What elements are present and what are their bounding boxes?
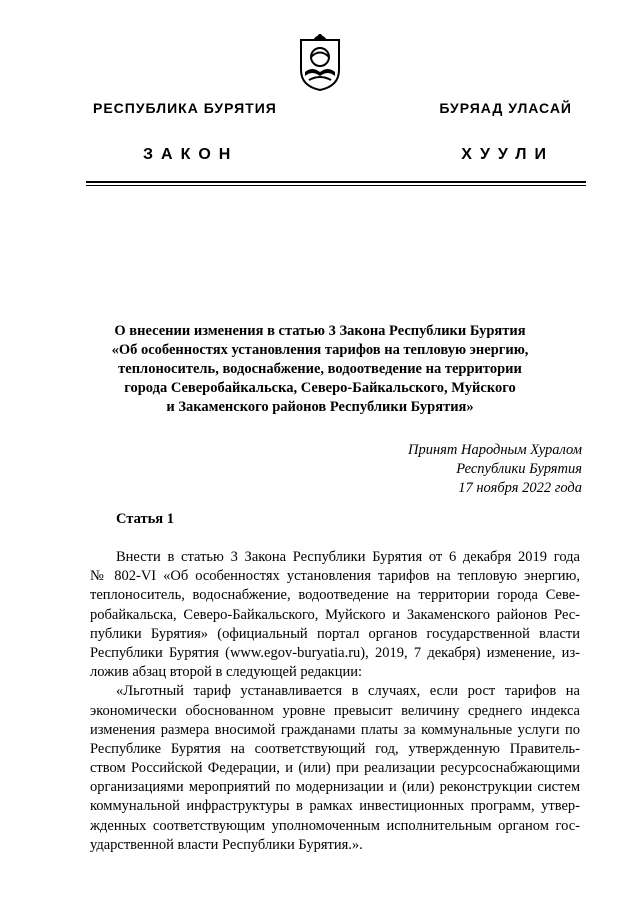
body-line: Внести в статью 3 Закона Республики Бурятия от 6 декабря 2019 года [116,549,580,565]
header-divider-thin [86,185,586,186]
adoption-date: 17 ноября 2022 года [458,480,582,496]
law-title-line: теплоноситель, водоснабжение, водоотведение на территории [118,361,522,377]
body-line: робайкальска, Северо-Байкальского, Муйского и Закаменского районов Рес- [90,606,580,623]
quote-line: коммунальной инфраструктуры в рамках инвестиционных программ, утвер- [90,798,580,815]
quote-line: жденных соответствующим уполномоченным исполнительным органом гос- [90,817,580,834]
article-heading: Статья 1 [116,511,174,527]
law-title-line: О внесении изменения в статью 3 Закона Республики Бурятия [114,323,526,339]
adoption-note [408,441,582,498]
quote-line: экономически обоснованном уровне превысит величину среднего индекса [90,702,580,719]
body-line: публики Бурятия» (официальный портал органов государственной власти [90,625,580,642]
quote-line: ством Российской Федерации, и (или) при реализации ресурсоснабжающими [90,760,580,777]
adoption-line: Республики Бурятия [456,461,582,477]
republic-name-bua: БУРЯАД УЛАСАЙ [439,100,572,116]
body-line: № 802-VI «Об особенностях установления тарифов на тепловую энергию, [90,568,580,585]
quote-line: ударственной власти Республики Бурятия.». [90,836,363,853]
quote-line: изменения размера вносимой гражданами платы за коммунальные услуги по [90,721,580,738]
quote-line: Республике Бурятия на соответствующий год, утвержденную Правитель- [90,740,580,757]
law-title-line: города Северобайкальска, Северо-Байкальского, Муйского [124,380,516,396]
body-line: теплоноситель, водоснабжение, водоотведение на территории города Севе- [90,587,580,604]
coat-of-arms-icon [297,30,343,92]
law-title [90,322,550,417]
quote-line: организациями мероприятий по модернизации и (или) реконструкции систем [90,779,580,796]
adoption-line: Принят Народным Хуралом [407,442,582,458]
document-kind-ru: ЗАКОН [143,146,239,163]
republic-name-ru: РЕСПУБЛИКА БУРЯТИЯ [93,100,277,116]
article-body [90,548,580,855]
document-kind-bua: ХУУЛИ [461,146,554,163]
law-title-line: и Закаменского районов Республики Бурятия» [166,399,474,415]
body-line: ложив абзац второй в следующей редакции: [90,664,362,681]
body-line: Республики Бурятия (www.egov-buryatia.ru), 2019, 7 декабря) изменение, из- [90,644,580,661]
header-divider [86,181,586,183]
quote-line: «Льготный тариф устанавливается в случаях, если рост тарифов на [116,683,580,700]
law-title-line: «Об особенностях установления тарифов на тепловую энергию, [111,342,529,358]
